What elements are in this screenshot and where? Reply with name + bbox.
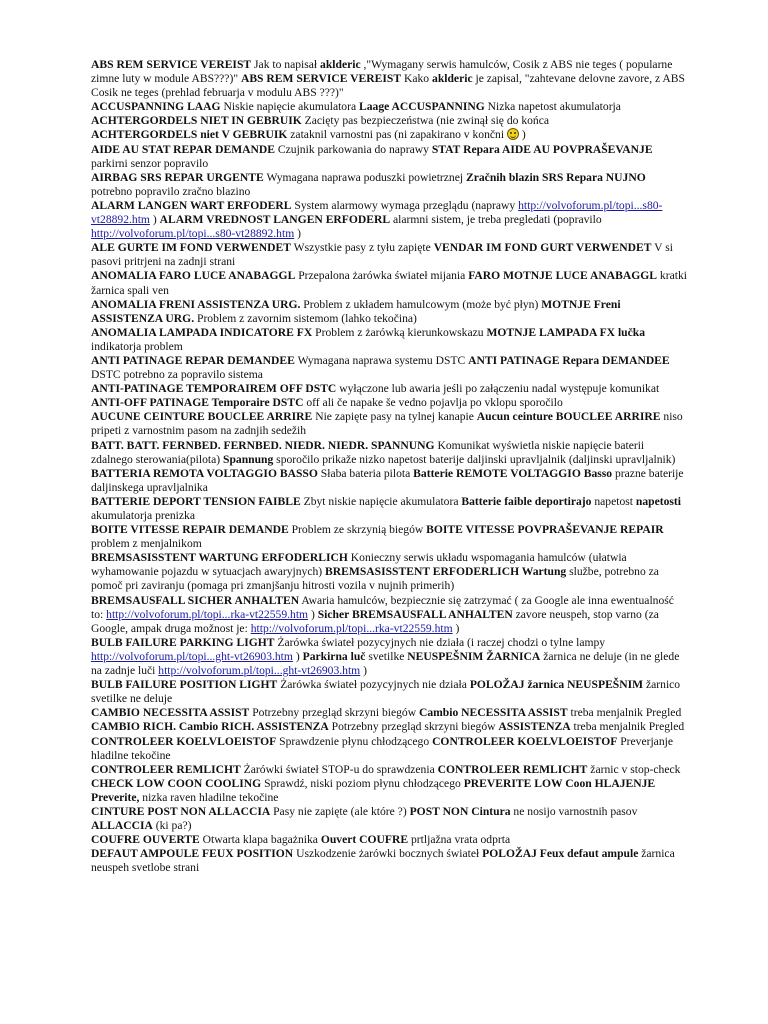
entry-text: V si pasovi pritrjeni na zadnji strani: [91, 241, 673, 269]
entry-term: COUFRE OUVERTE: [91, 833, 200, 847]
entry-text: Problem z zavornim sistemom (lahko tekočina): [194, 311, 417, 325]
entry-text: žarnica ne deluje (in ne glede na zadnje luči: [91, 649, 680, 678]
entry-term: Sicher BREMSAUSFALL ANHALTEN: [317, 607, 513, 621]
entry-term: POLOŽAJ Feux defaut ampule: [482, 847, 639, 861]
glossary-entry: [91, 326, 687, 354]
entry-text: Słaba bateria pilota: [317, 466, 414, 480]
entry-term: ALE GURTE IM FOND VERWENDET: [91, 241, 291, 255]
entry-text: žarnic v stop-check: [587, 762, 681, 776]
entry-text: potrebno popravilo zračno blazino: [91, 184, 251, 198]
entry-text: Wymagana naprawa poduszki powietrznej: [263, 170, 466, 184]
entry-term: Laage ACCUSPANNING: [359, 100, 485, 114]
glossary-entry: [91, 382, 687, 410]
entry-text: napetost: [591, 494, 636, 508]
document-body: [91, 58, 687, 875]
entry-text: ): [292, 649, 303, 663]
entry-text: Konieczny serwis układu wspomagania hamulców (ułatwia wyhamowanie pojazdu w sytuacjach awaryjnych): [91, 551, 627, 579]
entry-text: Wymagana naprawa systemu DSTC: [294, 353, 469, 367]
forum-link[interactable]: http://volvoforum.pl/topi...rka-vt22559.htm: [250, 621, 453, 635]
entry-term: BOITE VITESSE POVPRAŠEVANJE REPAIR: [426, 523, 664, 537]
entry-term: Cambio NECESSITA ASSIST: [418, 706, 568, 720]
entry-text: nizka raven hladilne tekočine: [139, 790, 279, 804]
entry-text: indikatorja problem: [91, 339, 183, 353]
entry-text: Jak to napisał: [251, 58, 321, 71]
entry-term: CONTROLEER KOELVLOEISTOF: [91, 734, 277, 748]
entry-term: CHECK LOW COON COOLING: [91, 776, 262, 790]
entry-text: ): [452, 621, 460, 635]
entry-term: STAT Repara AIDE AU POVPRAŠEVANJE: [431, 142, 653, 156]
entry-term: POLOŽAJ žarnica NEUSPEŠNIM: [469, 678, 644, 692]
entry-term: CAMBIO RICH. Cambio RICH. ASSISTENZA: [91, 720, 329, 734]
glossary-entry: [91, 763, 687, 777]
entry-term: FARO MOTNJE LUCE ANABAGGL: [468, 269, 658, 283]
entry-text: ): [308, 607, 318, 621]
entry-text: ne nosijo varnostnih pasov: [510, 804, 638, 818]
entry-term: ABS REM SERVICE VEREIST: [240, 72, 402, 86]
entry-term: ASSISTENZA: [498, 720, 571, 734]
entry-term: AIDE AU STAT REPAR DEMANDE: [91, 142, 276, 156]
entry-text: Zacięty pas bezpieczeństwa (nie zwinął się do końca: [301, 114, 550, 128]
entry-term: AIRBAG SRS REPAR URGENTE: [91, 170, 264, 184]
entry-text: Wszystkie pasy z tyłu zapięte: [290, 241, 434, 255]
glossary-entry: [91, 636, 687, 678]
entry-term: CONTROLEER REMLICHT: [91, 762, 241, 776]
glossary-entry: [91, 128, 687, 142]
entry-term: BREMSASISSTENT ERFODERLICH Wartung: [325, 565, 567, 579]
entry-term: CAMBIO NECESSITA ASSIST: [91, 706, 250, 720]
entry-term: ALARM VREDNOST LANGEN ERFODERL: [159, 213, 391, 227]
entry-term: BOITE VITESSE REPAIR DEMANDE: [91, 523, 289, 537]
entry-text: ): [518, 128, 526, 142]
entry-term: Batterie REMOTE VOLTAGGIO Basso: [413, 466, 613, 480]
entry-text: treba menjalnik Pregled: [570, 720, 685, 734]
glossary-entry: [91, 720, 687, 734]
entry-term: BREMSAUSFALL SICHER ANHALTEN: [91, 593, 300, 607]
entry-term: ANOMALIA FRENI ASSISTENZA URG.: [91, 297, 301, 311]
glossary-entry: [91, 594, 687, 636]
entry-text: Uszkodzenie żarówki bocznych świateł: [293, 847, 483, 861]
entry-text: ): [149, 213, 160, 227]
glossary-entry: [91, 354, 687, 382]
entry-term: BATT. BATT. FERNBED. FERNBED. NIEDR. NIEDR. SPANNUNG: [91, 438, 435, 452]
entry-term: DEFAUT AMPOULE FEUX POSITION: [91, 847, 294, 861]
entry-term: ANTI-PATINAGE TEMPORAIREM OFF DSTC: [91, 382, 337, 396]
entry-text: sporočilo prikaže nizko napetost baterije daljinski upravljalnik (daljinski upravljalnik): [273, 452, 676, 466]
entry-term: BATTERIA REMOTA VOLTAGGIO BASSO: [91, 466, 318, 480]
entry-term: ALLACCIA: [91, 819, 153, 833]
entry-text: System alarmowy wymaga przeglądu (naprawy: [291, 198, 519, 212]
entry-term: ANTI PATINAGE REPAR DEMANDEE: [91, 353, 295, 367]
entry-text: alarmni sistem, je treba pregledati (popravilo: [390, 213, 602, 227]
entry-text: Zbyt niskie napięcie akumulatora: [300, 494, 462, 508]
entry-term: CINTURE POST NON ALLACCIA: [91, 804, 271, 818]
entry-text: Nie zapięte pasy na tylnej kanapie: [312, 410, 477, 424]
glossary-entry: [91, 523, 687, 551]
entry-term: AUCUNE CEINTURE BOUCLEE ARRIRE: [91, 410, 313, 424]
entry-text: off ali če napake še vedno pojavlja po vklopu sporočilo: [303, 396, 563, 410]
entry-text: problem z menjalnikom: [91, 537, 202, 551]
entry-term: BATTERIE DEPORT TENSION FAIBLE: [91, 494, 301, 508]
entry-term: MOTNJE Freni ASSISTENZA URG.: [91, 297, 621, 325]
glossary-entry: [91, 777, 687, 805]
glossary-entry: [91, 100, 687, 114]
entry-text: svetilke: [365, 649, 408, 663]
entry-text: niso pripeti z varnostnim pasom na zadnjih sedežih: [91, 410, 683, 438]
glossary-entry: [91, 833, 687, 847]
entry-term: ALARM LANGEN WART ERFODERL: [91, 198, 292, 212]
entry-text: žarnica neuspeh svetlobe strani: [91, 847, 675, 875]
entry-text: parkirni senzor popravilo: [91, 156, 209, 170]
entry-term: POST NON Cintura: [409, 804, 511, 818]
entry-term: Ouvert COUFRE: [320, 833, 409, 847]
glossary-entry: [91, 241, 687, 269]
entry-term: ACCUSPANNING LAAG: [91, 100, 221, 114]
entry-text: DSTC potrebno za popravilo sistema: [91, 368, 263, 382]
entry-term: BULB FAILURE PARKING LIGHT: [91, 635, 275, 649]
entry-text: treba menjalnik Pregled: [567, 706, 682, 720]
glossary-entry: [91, 467, 687, 495]
entry-text: Sprawdź, niski poziom płynu chłodzącego: [261, 776, 464, 790]
glossary-entry: [91, 805, 687, 833]
entry-text: Problem ze skrzynią biegów: [288, 523, 427, 537]
entry-term: ACHTERGORDELS NIET IN GEBRUIK: [91, 114, 302, 128]
entry-term: ANOMALIA FARO LUCE ANABAGGL: [91, 269, 296, 283]
entry-text: Preverjanje hladilne tekočine: [91, 734, 673, 762]
entry-text: ): [360, 664, 367, 678]
glossary-entry: [91, 114, 687, 128]
glossary-entry: [91, 143, 687, 171]
glossary-entry: [91, 495, 687, 523]
entry-term: ANOMALIA LAMPADA INDICATORE FX: [91, 325, 313, 339]
entry-term: BREMSASISSTENT WARTUNG ERFODERLICH: [91, 551, 348, 565]
entry-term: ACHTERGORDELS niet V GEBRUIK: [91, 128, 288, 142]
glossary-entry: [91, 735, 687, 763]
glossary-entry: [91, 551, 687, 593]
entry-text: wyłączone lub awaria jeśli po załączeniu nadal występuje komunikat: [336, 382, 660, 396]
glossary-entry: [91, 706, 687, 720]
entry-term: napetosti: [635, 494, 681, 508]
entry-text: Komunikat wyświetla niskie napięcie baterii zdalnego sterowania(pilota): [91, 438, 645, 466]
entry-term: aklderic: [432, 72, 473, 86]
entry-text: Nizka napetost akumulatorja: [484, 100, 621, 114]
glossary-entry: [91, 847, 687, 875]
entry-term: CONTROLEER REMLICHT: [437, 762, 588, 776]
entry-text: Niskie napięcie akumulatora: [220, 100, 360, 114]
entry-text: zavore neuspeh, stop varno (za Google, ampak druga možnost je:: [91, 607, 659, 635]
entry-text: je zapisal, "zahtevane delovne zavore, z ABS Cosik ne teges (prehlad februarja v modulu ABS ???)": [91, 72, 685, 100]
entry-term: BULB FAILURE POSITION LIGHT: [91, 678, 278, 692]
entry-term: Aucun ceinture BOUCLEE ARRIRE: [476, 410, 661, 424]
glossary-entry: [91, 439, 687, 467]
glossary-entry: [91, 410, 687, 438]
entry-term: Zračnih blazin SRS Repara NUJNO: [466, 170, 646, 184]
smiley-icon: [507, 128, 519, 140]
entry-term: ANTI PATINAGE Repara DEMANDEE: [468, 353, 670, 367]
entry-text: službe, potrebno za pomoč pri zaviranju (pomaga pri zmanjšanju hitrosti vozila v nujnih primerih): [91, 565, 659, 593]
entry-term: CONTROLEER KOELVLOEISTOF: [432, 734, 618, 748]
entry-text: Sprawdzenie płynu chłodzącego: [276, 734, 433, 748]
entry-text: žarnico svetilke ne deluje: [91, 678, 681, 706]
entry-term: PREVERITE LOW Coon HLAJENJE Preverite,: [91, 776, 656, 804]
glossary-entry: [91, 269, 687, 297]
entry-term: MOTNJE LAMPADA FX lučka: [486, 325, 646, 339]
entry-text: zataknil varnostni pas (ni zapakirano v končni: [287, 128, 507, 142]
entry-text: akumulatorja prenizka: [91, 509, 195, 522]
entry-text: Żarówka świateł pozycyjnych nie działa: [277, 678, 470, 692]
entry-term: NEUSPEŠNIM ŽARNICA: [407, 649, 541, 663]
glossary-entry: [91, 171, 687, 199]
forum-link[interactable]: http://volvoforum.pl/topi...rka-vt22559.htm: [106, 607, 309, 621]
entry-term: ABS REM SERVICE VEREIST: [91, 58, 252, 71]
entry-term: Batterie faible deportirajo: [461, 494, 592, 508]
entry-text: Problem z układem hamulcowym (może być płyn): [300, 297, 542, 311]
entry-text: ,"Wymagany serwis hamulców, Cosik z ABS nie teges ( popularne zimne luty w module ABS???)": [91, 58, 673, 86]
entry-text: prazne baterije daljinskega upravljalnika: [91, 466, 684, 494]
entry-text: Pasy nie zapięte (ale które ?): [270, 804, 410, 818]
entry-text: Otwarta klapa bagażnika: [199, 833, 321, 847]
entry-term: VENDAR IM FOND GURT VERWENDET: [433, 241, 652, 255]
entry-term: Spannung: [223, 452, 274, 466]
entry-text: Przepalona żarówka świateł mijania: [295, 269, 469, 283]
glossary-entry: [91, 199, 687, 241]
entry-text: (ki pa?): [152, 819, 192, 833]
glossary-entry: [91, 678, 687, 706]
glossary-entry: [91, 298, 687, 326]
entry-text: Czujnik parkowania do naprawy: [275, 142, 432, 156]
forum-link[interactable]: http://volvoforum.pl/topi...s80-vt28892.htm: [91, 227, 295, 241]
forum-link[interactable]: http://volvoforum.pl/topi...ght-vt26903.htm: [158, 664, 361, 678]
forum-link[interactable]: http://volvoforum.pl/topi...ght-vt26903.htm: [91, 649, 293, 663]
entry-text: Problem z żarówką kierunkowskazu: [312, 325, 487, 339]
entry-text: Potrzebny przegląd skrzyni biegów: [328, 720, 499, 734]
entry-text: ): [294, 227, 301, 241]
entry-text: kratki žarnica spali ven: [91, 269, 687, 297]
entry-text: Żarówka świateł pozycyjnych nie działa (i raczej chodzi o tylne lampy: [274, 635, 606, 649]
entry-text: Awaria hamulców, bezpiecznie się zatrzymać ( za Google ale inna ewentualność to:: [91, 593, 674, 621]
entry-text: Potrzebny przegląd skrzyni biegów: [249, 706, 419, 720]
entry-text: Żarówki świateł STOP-u do sprawdzenia: [240, 762, 438, 776]
entry-term: aklderic: [320, 58, 361, 71]
entry-term: Parkirna luč: [302, 649, 366, 663]
entry-text: Kako: [401, 72, 433, 86]
entry-text: prtljažna vrata odprta: [408, 833, 511, 847]
glossary-entry: [91, 58, 687, 100]
forum-link[interactable]: http://volvoforum.pl/topi...s80-vt28892.htm: [91, 198, 663, 227]
entry-term: ANTI-OFF PATINAGE Temporaire DSTC: [91, 396, 304, 410]
